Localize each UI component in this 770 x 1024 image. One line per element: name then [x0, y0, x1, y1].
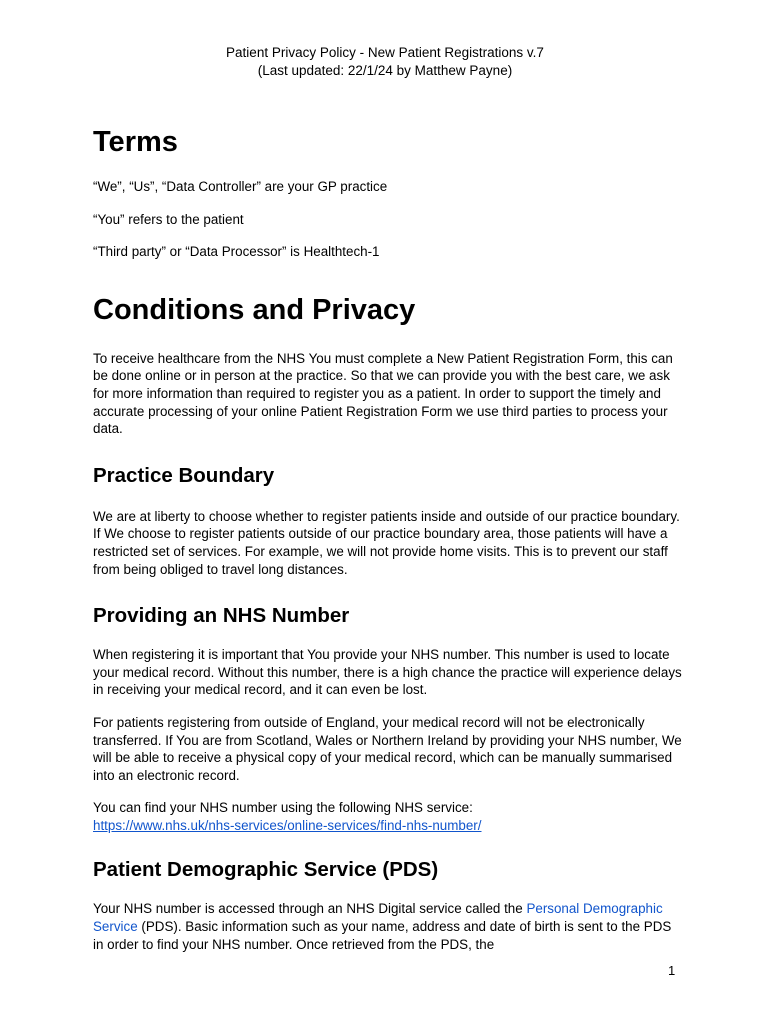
terms-item-you: “You” refers to the patient — [93, 211, 244, 227]
nhs-number-paragraph-2: For patients registering from outside of England, your medical record will not be electronically transferred. If You are from Scotland, Wales or Northern Ireland by providing your NHS number, We will be able to receive a physical copy of your medical record, which can be manually summarised into an electronic record. — [93, 714, 682, 783]
nhs-number-service-link[interactable]: https://www.nhs.uk/nhs-services/online-services/find-nhs-number/ — [93, 817, 482, 833]
pds-paragraph — [93, 900, 683, 953]
pds-text-before: Your NHS number is accessed through an NHS Digital service called the — [93, 901, 527, 917]
page-number: 1 — [668, 963, 676, 978]
nhs-number-heading: Providing an NHS Number — [93, 604, 350, 628]
terms-item-third-party: “Third party” or “Data Processor” is Healthtech-1 — [93, 244, 380, 260]
practice-boundary-paragraph: We are at liberty to choose whether to register patients inside and outside of our practice boundary. If We choose to register patients outside of our practice boundary area, those patients will have a restricted set of services. For example, we will not provide home visits. This is to prevent our staff from being obliged to travel long distances. — [93, 508, 680, 577]
practice-boundary-heading: Practice Boundary — [93, 463, 275, 487]
terms-item-we: “We”, “Us”, “Data Controller” are your GP practice — [93, 179, 388, 194]
document-title: Patient Privacy Policy - New Patient Registrations v.7 — [226, 45, 544, 60]
terms-heading: Terms — [93, 126, 178, 158]
nhs-number-paragraph-1: When registering it is important that You provide your NHS number. This number is used to locate your medical record. Without this number, there is a high chance the practice will experience delays in receiving your medical record, and it can even be lost. — [93, 647, 682, 698]
nhs-number-paragraph-3 — [93, 799, 683, 834]
document-header — [0, 44, 770, 80]
conditions-paragraph: To receive healthcare from the NHS You must complete a New Patient Registration Form, this can be done online or in person at the practice. So that we can provide you with the best care, we ask for more information than required to register you as a patient. In order to support the timely and accurate processing of your online Patient Registration Form we use third parties to process your data. — [93, 350, 673, 437]
pds-heading: Patient Demographic Service (PDS) — [93, 858, 439, 882]
pds-text-after: (PDS). Basic information such as your name, address and date of birth is sent to the PDS in order to find your NHS number. Once retrieved from the PDS, the — [93, 919, 672, 952]
conditions-heading: Conditions and Privacy — [93, 293, 416, 326]
document-last-updated: (Last updated: 22/1/24 by Matthew Payne) — [257, 63, 513, 78]
pds-link[interactable]: Personal Demographic Service — [93, 901, 663, 935]
document-body — [93, 122, 683, 953]
nhs-number-service-text: You can find your NHS number using the following NHS service: — [93, 800, 473, 816]
